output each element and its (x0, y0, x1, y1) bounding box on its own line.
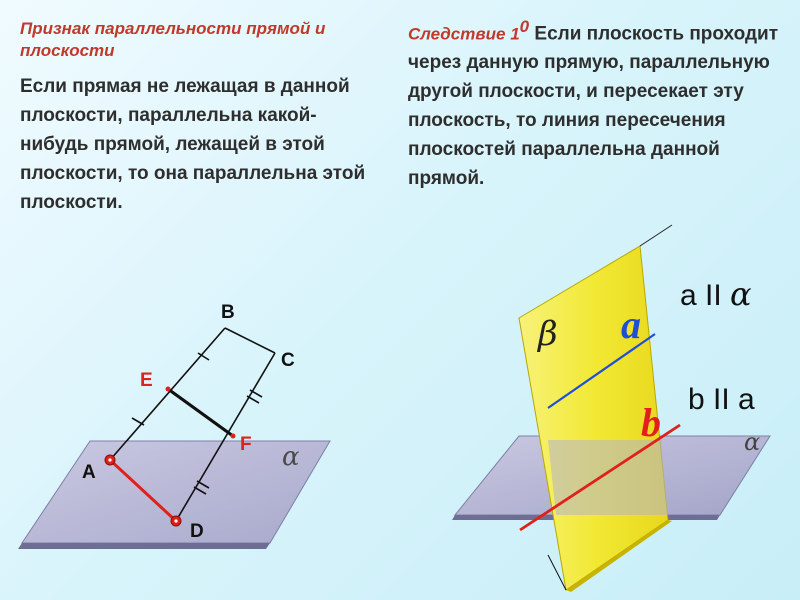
plane-alpha-left-label: α (282, 442, 300, 472)
left-diagram (18, 302, 330, 549)
corollary-text: Если плоскость проходит через данную прямую, параллельную другой плоскости, и пересекает эту плоскость, то линия пересечения плоскостей параллельна данной прямой. (408, 23, 779, 190)
theorem-statement: Если прямая не лежащая в данной плоскости, параллельна какой-нибудь прямой, лежащей в этой плоскости, то она параллельна этой плоскости. (20, 76, 366, 213)
plane-alpha-right-label: α (744, 428, 761, 456)
relation-1-alpha: α (730, 275, 752, 313)
relation-a-parallel-alpha (680, 275, 752, 313)
point-label-a: A (82, 462, 96, 483)
relation-b-parallel-a: b II a (688, 383, 755, 416)
corollary-label: Следствие 1 (408, 24, 520, 44)
point-label-d: D (190, 521, 204, 542)
point-label-e: E (140, 370, 153, 391)
point-f (231, 434, 236, 439)
plane-beta-label: β (538, 314, 558, 354)
point-label-c: C (281, 350, 295, 371)
segment-ef (168, 389, 233, 436)
point-label-f: F (240, 434, 252, 455)
right-diagram (452, 225, 770, 592)
plane-alpha-left-edge (18, 543, 270, 549)
point-label-b: B (221, 302, 235, 323)
theorem-title: Признак параллельности прямой и плоскости (20, 19, 326, 60)
point-e (166, 387, 171, 392)
line-a-label: a (621, 302, 641, 347)
line-b-label: b (641, 400, 661, 445)
corollary-label-superscript: 0 (519, 17, 530, 36)
relation-1-text: a II (680, 279, 731, 312)
